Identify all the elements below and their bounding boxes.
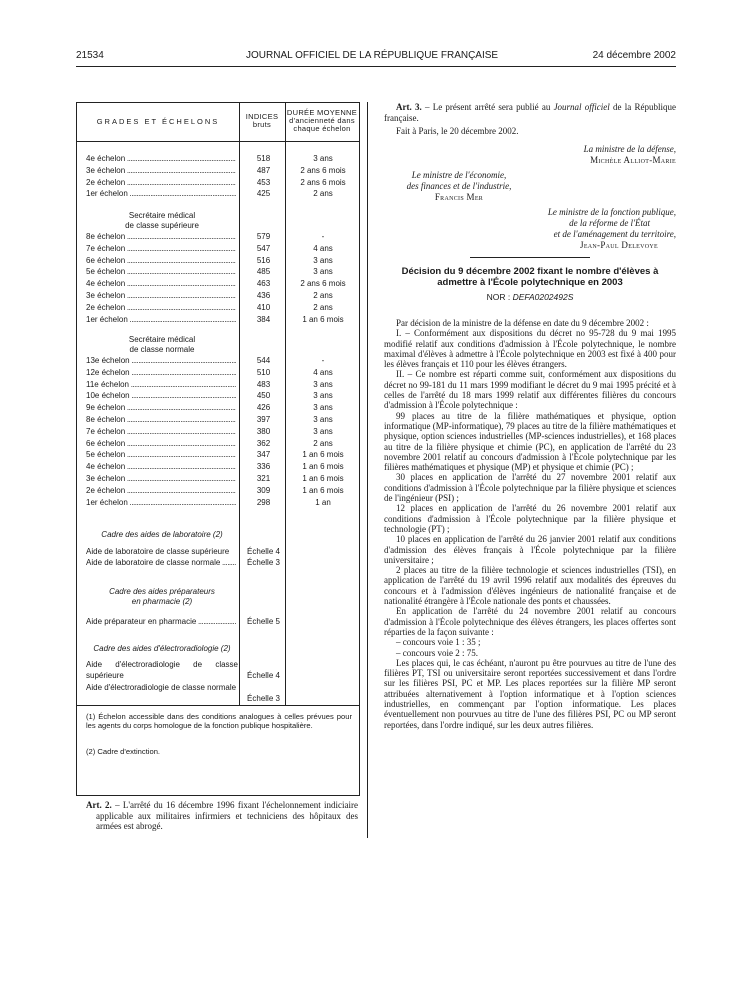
row-duree: 2 ans 6 mois <box>300 177 346 187</box>
voie-1: – concours voie 1 : 35 ; <box>396 637 481 648</box>
row-label: 6e échelon ..... <box>86 438 236 449</box>
signature-eco-role-2: des finances et de l'industrie, <box>406 181 512 191</box>
table-note-2: (2) Cadre d'extinction. <box>86 747 161 756</box>
row-duree: 3 ans <box>313 154 333 163</box>
row-label: 6e échelon ..... <box>86 255 236 266</box>
row-label: 10e échelon ..... <box>86 390 236 401</box>
row-indice: 544 <box>256 356 271 365</box>
table-note-1: (1) Échelon accessible dans des conditions analogues à celles prévues pour les agents du corps homologue de la fonction publique hospitalière. <box>86 712 352 730</box>
row-label: 4e échelon ..... <box>86 278 236 289</box>
row-duree: 1 an 6 mois <box>302 314 344 324</box>
article-2-text: – L'arrêté du 16 décembre 1996 fixant l'échelonnement indiciaire applicable aux militaires infirmiers et techniciens des hôpitaux des armées est abrogé. <box>96 800 358 831</box>
section-title-superieure: Secrétaire médical de classe supérieure <box>125 211 199 230</box>
radiologie-sup-label: Aide d'électroradiologie de classe supérieure <box>86 660 238 680</box>
row-duree: 2 ans <box>313 291 333 300</box>
decision-paragraph-last: Les places qui, le cas échéant, n'auront pu être pourvues au titre de l'une des filières PT, TSI ou universitaire seront reportées successivement et dans l'ordre sur les filières PSI, PC et MP. Les places reportées sur la filière MP seront attribuées alternativement à l'option informatique et à l'option sciences industrielles, en commençant par l'option informatique. Les places éventuellement non pourvues au titre de l'une des filières PSI, PC ou MP seront reportées, dans l'ordre indiqué, sur les deux autres filières. <box>384 657 676 730</box>
signature-defense-name: Michèle Alliot-Marie <box>590 155 676 165</box>
row-label: Aide préparateur en pharmacie ..... <box>86 616 236 627</box>
row-duree: 2 ans <box>313 438 333 448</box>
cadre-radiologie-title: Cadre des aides d'électroradiologie (2) <box>93 644 231 653</box>
row-indice: 485 <box>256 267 271 277</box>
decision-body <box>384 318 676 730</box>
row-label: 3e échelon ..... <box>86 473 236 484</box>
row-label: 4e échelon ..... <box>86 461 236 472</box>
decision-paragraph: En application de l'arrêté du 24 novembre 2001 relatif au concours d'admission à l'École polytechnique des élèves étrangers, les places offertes sont réparties de la façon suivante : <box>384 606 676 637</box>
table-row <box>77 497 359 508</box>
table-row <box>77 278 359 289</box>
journal-name: Journal officiel <box>553 102 610 112</box>
col-header-indices: INDICES bruts <box>245 112 279 129</box>
decision-paragraph: 2 places au titre de la filière technologie et sciences industrielles (TSI), en application de l'arrêté du 19 avril 1996 relatif aux modalités des épreuves du concours et à l'admission d'élèves ingénieurs de nationalité française et de nationalité étrangère à l'École nationale des ponts et chaussées. <box>384 565 676 607</box>
row-duree: 3 ans <box>313 426 333 436</box>
article-2 <box>86 800 358 832</box>
page-number: 21534 <box>76 50 104 61</box>
journal-title: JOURNAL OFFICIEL DE LA RÉPUBLIQUE FRANÇAISE <box>246 50 499 61</box>
row-indice: 321 <box>256 474 271 483</box>
table-row <box>77 355 359 366</box>
row-label: 3e échelon ..... <box>86 165 236 176</box>
row-label: 4e échelon ..... <box>86 153 236 164</box>
table-row <box>77 402 359 413</box>
row-label: 8e échelon ..... <box>86 231 236 242</box>
row-label: 13e échelon ..... <box>86 355 236 366</box>
col-header-grades: GRADES ET ÉCHELONS <box>96 117 220 126</box>
decision-paragraph: 12 places en application de l'arrêté du 26 novembre 2001 relatif aux conditions d'admission à l'École polytechnique par la filière physique et technologie (PT) ; <box>384 503 676 534</box>
row-duree: 2 ans <box>313 189 333 199</box>
row-indice: 579 <box>256 232 271 241</box>
table-row <box>77 290 359 301</box>
row-label: 11e échelon ..... <box>86 379 236 390</box>
row-indice: 384 <box>256 314 271 324</box>
table-row <box>77 153 359 164</box>
table-row <box>77 188 359 199</box>
article-3-text-end: de la République française. <box>384 102 676 123</box>
table-row <box>77 367 359 378</box>
row-duree: - <box>321 232 325 241</box>
decision-paragraph: 10 places en application de l'arrêté du 26 janvier 2001 relatif aux conditions d'admission des élèves français à l'École polytechnique par la filière universitaire ; <box>384 534 676 565</box>
row-indice: 547 <box>256 243 271 253</box>
row-duree: 1 an <box>315 497 331 507</box>
row-duree: 3 ans <box>313 391 333 401</box>
table-row <box>77 177 359 188</box>
radiologie-sup-indice: Échelle 4 <box>247 671 280 680</box>
row-label: 5e échelon ..... <box>86 266 236 277</box>
row-label: 8e échelon ..... <box>86 414 236 425</box>
article-2-label: Art. 2. <box>86 800 112 810</box>
row-label: 9e échelon ..... <box>86 402 236 413</box>
row-indice: 510 <box>256 367 271 377</box>
cadre-laboratoire-title: Cadre des aides de laboratoire (2) <box>101 530 223 539</box>
row-duree: 1 an 6 mois <box>302 462 344 472</box>
row-duree: 3 ans <box>313 403 333 413</box>
row-label: 3e échelon ..... <box>86 290 236 301</box>
table-row <box>77 426 359 437</box>
row-duree: 3 ans <box>313 255 333 265</box>
row-indice: 397 <box>256 415 271 424</box>
row-duree: - <box>321 356 325 365</box>
row-label: 7e échelon ..... <box>86 243 236 254</box>
table-row <box>77 616 359 627</box>
header-rule <box>76 66 676 67</box>
row-indice: 436 <box>256 291 271 300</box>
row-duree: 4 ans <box>313 367 333 377</box>
signature-eco-name: Francis Mer <box>434 192 484 202</box>
signature-defense-role: La ministre de la défense, <box>583 144 676 154</box>
table-row <box>77 266 359 277</box>
table-header-rule <box>77 141 359 142</box>
row-indice: 309 <box>256 485 271 495</box>
row-duree: 1 an 6 mois <box>302 450 344 460</box>
voie-2: – concours voie 2 : 75. <box>396 647 478 658</box>
nor-line <box>384 292 676 302</box>
decision-title: Décision du 9 décembre 2002 fixant le nombre d'élèves à admettre à l'École polytechnique en 2003 <box>401 266 659 288</box>
decision-paragraph: I. – Conformément aux dispositions du décret no 95-728 du 9 mai 1995 modifié relatif aux conditions d'admission à l'École polytechnique, le nombre maximal d'élèves à admettre à l'École polytechnique en 2003 est fixé à 400 pour les élèves français et 110 pour les élèves étrangers. <box>384 328 676 370</box>
table-row <box>77 255 359 266</box>
row-label: 2e échelon ..... <box>86 485 236 496</box>
row-duree: 3 ans <box>313 267 333 277</box>
row-indice: 410 <box>256 302 271 312</box>
signature-eco-role-1: Le ministre de l'économie, <box>411 170 507 180</box>
row-indice: Échelle 3 <box>247 558 280 567</box>
row-duree: 2 ans <box>313 302 333 312</box>
row-indice: 516 <box>256 255 271 265</box>
row-label: 1er échelon ..... <box>86 497 236 508</box>
signature-fp-role-1: Le ministre de la fonction publique, <box>547 207 676 217</box>
row-label: 2e échelon ..... <box>86 302 236 313</box>
row-duree: 1 an 6 mois <box>302 474 344 483</box>
row-duree: 1 an 6 mois <box>302 485 344 495</box>
decision-paragraph: Par décision de la ministre de la défense en date du 9 décembre 2002 : <box>396 318 649 328</box>
table-row <box>77 485 359 496</box>
radiologie-norm-label: Aide d'électroradiologie de classe normale <box>86 683 237 692</box>
grade-table <box>76 102 360 796</box>
issue-date: 24 décembre 2002 <box>592 50 676 61</box>
section-separator <box>470 257 590 258</box>
row-label: 5e échelon ..... <box>86 449 236 460</box>
table-row <box>77 557 359 568</box>
row-indice: 298 <box>256 497 271 507</box>
article-3-text: – Le présent arrêté sera publié au <box>421 102 554 112</box>
table-footer-rule <box>77 705 359 706</box>
table-row <box>77 379 359 390</box>
row-duree: 3 ans <box>313 415 333 424</box>
table-row <box>77 243 359 254</box>
column-divider <box>367 102 368 838</box>
fait-a-paris: Fait à Paris, le 20 décembre 2002. <box>396 126 519 136</box>
table-row <box>77 461 359 472</box>
row-indice: 425 <box>256 189 271 199</box>
table-row <box>77 414 359 425</box>
row-indice: 450 <box>256 391 271 401</box>
row-indice: 362 <box>256 438 271 448</box>
row-indice: 347 <box>256 450 271 460</box>
row-label: 7e échelon ..... <box>86 426 236 437</box>
row-indice: 380 <box>256 426 271 436</box>
table-row <box>77 473 359 484</box>
row-indice: 518 <box>256 154 271 163</box>
section-title-normale: Secrétaire médical de classe normale <box>128 335 196 354</box>
row-label: 12e échelon ..... <box>86 367 236 378</box>
row-indice: 336 <box>256 462 271 472</box>
radiologie-norm-indice: Échelle 3 <box>247 694 280 703</box>
col-header-duree: DURÉE MOYENNE d'ancienneté dans chaque échelon <box>286 108 358 133</box>
nor-code: DEFA0202492S <box>512 292 574 302</box>
table-row <box>77 314 359 325</box>
row-indice: Échelle 5 <box>247 617 280 626</box>
row-duree: 2 ans 6 mois <box>300 279 346 289</box>
signature-fp-role-3: et de l'aménagement du territoire, <box>553 229 676 239</box>
row-label: Aide de laboratoire de classe supérieure <box>86 547 230 556</box>
page-header <box>76 50 676 64</box>
row-label: 2e échelon ..... <box>86 177 236 188</box>
article-3 <box>384 102 676 123</box>
signature-fp-role-2: de la réforme de l'État <box>569 218 650 228</box>
row-label: 1er échelon ..... <box>86 314 236 325</box>
table-row <box>77 231 359 242</box>
row-indice: 453 <box>256 177 271 187</box>
row-indice: 483 <box>256 379 271 389</box>
table-row <box>77 546 359 557</box>
row-duree: 2 ans 6 mois <box>300 165 346 175</box>
decision-paragraph: II. – Ce nombre est réparti comme suit, conformément aux dispositions du décret no 99-181 du 11 mars 1999 modifiant le décret du 9 mai 1995 précité et à celles de l'arrêté du 18 mars 1999 relatif aux différentes filières du concours d'admission à l'École polytechnique : <box>384 369 676 411</box>
row-indice: 426 <box>256 403 271 413</box>
article-3-label: Art. 3. <box>396 102 422 112</box>
table-row <box>77 302 359 313</box>
decision-paragraph: 30 places en application de l'arrêté du 27 novembre 2001 relatif aux conditions d'admission à l'École polytechnique par la filière physique et sciences de l'ingénieur (PSI) ; <box>384 472 676 504</box>
row-label: Aide de laboratoire de classe normale ..... <box>86 557 236 568</box>
signature-fp-name: Jean-Paul Delevoye <box>580 240 658 250</box>
row-indice: 463 <box>256 279 271 289</box>
decision-paragraph: 99 places au titre de la filière mathématiques et physique, option informatique (MP-informatique), 79 places au titre de la filière mathématiques et physique, option sciences industrielles (MP-sciences industrielles), et 168 places au titre de la filière physique et chimie (PC), en application de l'arrêté du 23 novembre 2001 relatif au concours d'admission à l'École polytechnique par les filières mathématiques et physique (MP) et physique et chimie (PC) ; <box>384 410 676 473</box>
table-row <box>77 449 359 460</box>
row-indice: Échelle 4 <box>247 547 280 556</box>
row-duree: 4 ans <box>313 243 333 253</box>
table-row <box>77 165 359 176</box>
row-indice: 487 <box>256 165 271 175</box>
row-duree: 3 ans <box>313 379 333 389</box>
row-label: 1er échelon ..... <box>86 188 236 199</box>
nor-label: NOR : <box>486 292 513 302</box>
cadre-pharmacie-title: Cadre des aides préparateurs en pharmacie (2) <box>109 587 215 606</box>
table-row <box>77 390 359 401</box>
table-row <box>77 438 359 449</box>
